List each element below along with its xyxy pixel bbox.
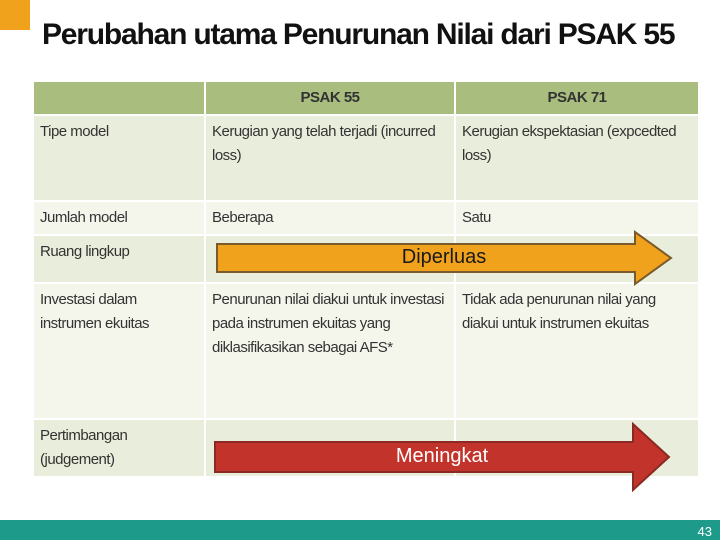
header-cell-psak55: PSAK 55 xyxy=(206,82,454,114)
table-cell: Kerugian yang telah terjadi (incurred loss) xyxy=(206,116,454,200)
table-cell: Beberapa xyxy=(206,202,454,234)
table-cell: Penurunan nilai diakui untuk investasi pada instrumen ekuitas yang diklasifikasikan sebagai AFS* xyxy=(206,284,454,418)
accent-square xyxy=(0,0,30,30)
table-row xyxy=(34,116,698,200)
scope-arrow xyxy=(215,230,673,286)
row-label: Investasi dalam instrumen ekuitas xyxy=(34,284,204,418)
table-cell: Satu xyxy=(456,202,698,234)
table-cell: Kerugian ekspektasian (expcedted loss) xyxy=(456,116,698,200)
page-number: 43 xyxy=(697,524,712,539)
judgement-arrow-label: Meningkat xyxy=(395,444,489,467)
row-label: Jumlah model xyxy=(34,202,204,234)
slide-title: Perubahan utama Penurunan Nilai dari PSAK 55 xyxy=(42,18,675,51)
header-cell-empty xyxy=(34,82,204,114)
table-cell: Tidak ada penurunan nilai yang diakui untuk instrumen ekuitas xyxy=(456,284,698,418)
row-label: Ruang lingkup xyxy=(34,236,204,282)
footer-bar xyxy=(0,520,720,540)
row-label: Pertimbangan (judgement) xyxy=(34,420,204,476)
table-row xyxy=(34,284,698,418)
row-label: Tipe model xyxy=(34,116,204,200)
header-cell-psak71: PSAK 71 xyxy=(456,82,698,114)
table-header-row xyxy=(34,82,698,114)
judgement-arrow xyxy=(213,422,671,492)
scope-arrow-label: Diperluas xyxy=(401,245,487,268)
